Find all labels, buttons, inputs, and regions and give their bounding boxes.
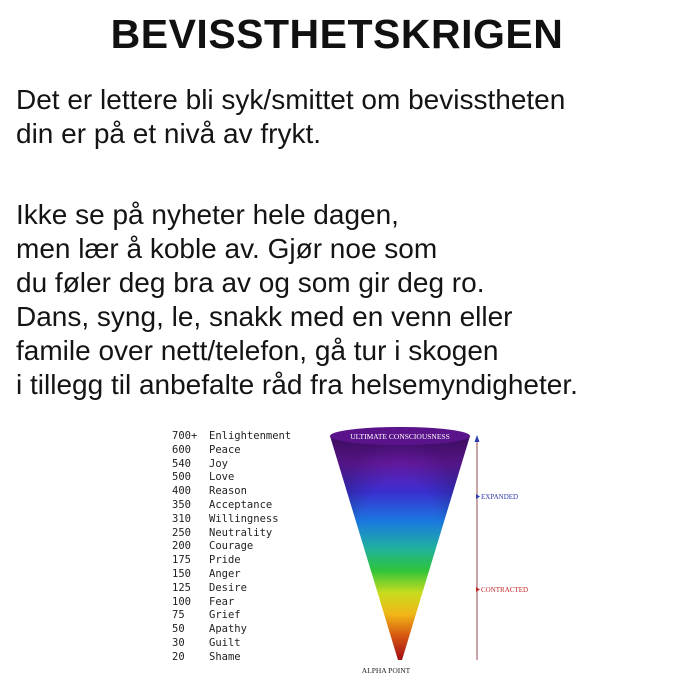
scale-value: 250 xyxy=(172,526,191,539)
scale-value: 540 xyxy=(172,457,191,470)
text-line: men lær å koble av. Gjør noe som xyxy=(16,233,438,264)
scale-label: Fear xyxy=(209,595,235,608)
scale-label: Apathy xyxy=(209,623,247,636)
text-line: Ikke se på nyheter hele dagen, xyxy=(16,199,399,230)
scale-value: 125 xyxy=(172,581,191,594)
bottom-label: ALPHA POINT xyxy=(361,666,411,675)
scale-row xyxy=(172,527,291,541)
text-line: i tillegg til anbefalte råd fra helsemyndigheter. xyxy=(16,369,578,400)
text-line: din er på et nivå av frykt. xyxy=(16,118,322,149)
scale-label: Neutrality xyxy=(209,526,273,539)
scale-label: Willingness xyxy=(209,512,279,525)
text-line: du føler deg bra av og som gir deg ro. xyxy=(16,267,485,298)
scale-row xyxy=(172,609,291,623)
scale-label: Shame xyxy=(209,650,241,663)
consciousness-scale-list xyxy=(172,430,291,665)
scale-label: Courage xyxy=(209,540,254,553)
top-label: ULTIMATE CONSCIOUSNESS xyxy=(350,432,450,441)
scale-label: Enlightenment xyxy=(209,430,292,442)
expanded-marker xyxy=(476,494,480,499)
scale-value: 400 xyxy=(172,485,191,498)
scale-value: 100 xyxy=(172,595,191,608)
scale-row xyxy=(172,430,291,444)
scale-value: 310 xyxy=(172,512,191,525)
scale-row xyxy=(172,623,291,637)
scale-row xyxy=(172,513,291,527)
scale-row xyxy=(172,444,291,458)
scale-row xyxy=(172,458,291,472)
scale-row xyxy=(172,540,291,554)
scale-row xyxy=(172,568,291,582)
scale-label: Reason xyxy=(209,485,247,498)
page-title: BEVISSTHETSKRIGEN xyxy=(110,11,564,57)
scale-value: 600 xyxy=(172,443,191,456)
intro-paragraph xyxy=(16,83,565,151)
scale-row xyxy=(172,582,291,596)
advice-paragraph xyxy=(16,198,578,402)
scale-value: 150 xyxy=(172,567,191,580)
scale-value: 700+ xyxy=(172,430,198,442)
scale-value: 75 xyxy=(172,609,185,622)
scale-label: Grief xyxy=(209,609,241,622)
scale-label: Guilt xyxy=(209,636,241,649)
scale-row xyxy=(172,637,291,651)
scale-label: Acceptance xyxy=(209,498,273,511)
scale-value: 20 xyxy=(172,650,185,663)
scale-row xyxy=(172,471,291,485)
scale-row xyxy=(172,499,291,513)
scale-value: 50 xyxy=(172,623,185,636)
scale-label: Peace xyxy=(209,443,241,456)
scale-value: 175 xyxy=(172,554,191,567)
contracted-label: CONTRACTED xyxy=(481,586,529,594)
scale-row xyxy=(172,651,291,665)
scale-row xyxy=(172,485,291,499)
text-line: famile over nett/telefon, gå tur i skogen xyxy=(16,335,499,366)
scale-value: 200 xyxy=(172,540,191,553)
scale-label: Anger xyxy=(209,567,241,580)
scale-label: Pride xyxy=(209,554,241,567)
scale-value: 500 xyxy=(172,471,191,484)
cone-shading xyxy=(330,436,470,660)
text-line: Det er lettere bli syk/smittet om bevisstheten xyxy=(16,84,566,115)
scale-label: Desire xyxy=(209,581,247,594)
scale-label: Love xyxy=(209,471,235,484)
expanded-label: EXPANDED xyxy=(481,493,519,501)
axis-arrow-head xyxy=(475,435,480,442)
scale-value: 350 xyxy=(172,498,191,511)
scale-row xyxy=(172,596,291,610)
text-line: Dans, syng, le, snakk med en venn eller xyxy=(16,301,513,332)
scale-value: 30 xyxy=(172,636,185,649)
contracted-marker xyxy=(476,587,480,592)
consciousness-cone-diagram xyxy=(300,420,560,676)
scale-row xyxy=(172,554,291,568)
scale-label: Joy xyxy=(209,457,228,470)
